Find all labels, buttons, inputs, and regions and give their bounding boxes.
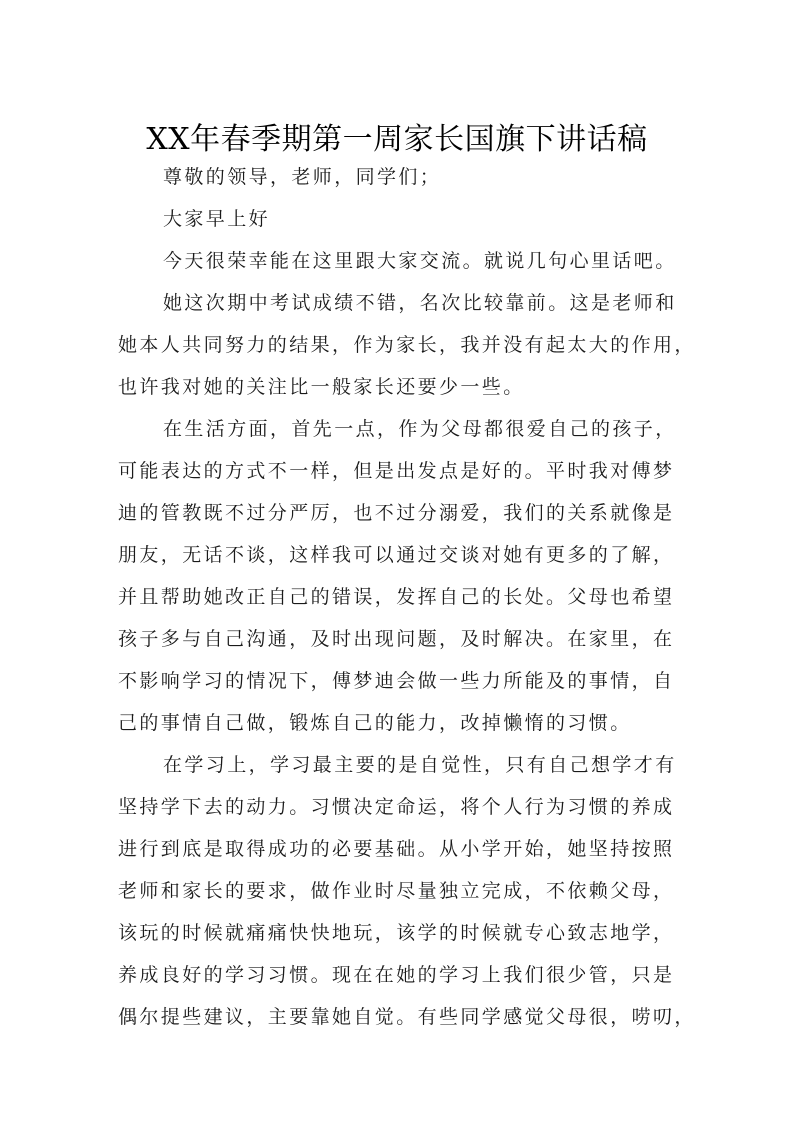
text-line: 偶尔提些建议，主要靠她自觉。有些同学感觉父母很，唠叨， [118,1006,696,1028]
text-line: 朋友，无话不谈，这样我可以通过交谈对她有更多的了解， [118,544,675,566]
document-title: XX年春季期第一周家长国旗下讲话稿 [146,122,648,158]
text-line: 她这次期中考试成绩不错，名次比较靠前。这是老师和 [163,292,677,314]
text-line: 养成良好的学习习惯。现在在她的学习上我们很少管，只是 [118,964,675,986]
text-line: 尊敬的领导，老师，同学们； [163,166,442,188]
text-line: 可能表达的方式不一样，但是出发点是好的。平时我对傅梦 [118,460,675,482]
text-line: 迪的管教既不过分严厉，也不过分溺爱，我们的关系就像是 [118,502,675,524]
text-line: 也许我对她的关注比一般家长还要少一些。 [118,376,525,398]
text-line: 在学习上，学习最主要的是自觉性，只有自己想学才有 [163,754,677,776]
text-line: 己的事情自己做，锻炼自己的能力，改掉懒惰的习惯。 [118,712,632,734]
text-line: 大家早上好 [163,208,271,230]
text-line: 她本人共同努力的结果，作为家长，我并没有起太大的作用， [118,334,696,356]
text-line: 并且帮助她改正自己的错误，发挥自己的长处。父母也希望 [118,586,675,608]
text-line: 孩子多与自己沟通，及时出现问题，及时解决。在家里，在 [118,628,675,650]
text-line: 进行到底是取得成功的必要基础。从小学开始，她坚持按照 [118,838,675,860]
document-body [118,156,698,1038]
text-line: 老师和家长的要求，做作业时尽量独立完成，不依赖父母， [118,880,675,902]
text-line: 不影响学习的情况下，傅梦迪会做一些力所能及的事情，自 [118,670,675,692]
text-line: 该玩的时候就痛痛快快地玩，该学的时候就专心致志地学， [118,922,675,944]
text-line: 坚持学下去的动力。习惯决定命运，将个人行为习惯的养成 [118,796,675,818]
text-line: 在生活方面，首先一点，作为父母都很爱自己的孩子， [163,418,677,440]
text-line: 今天很荣幸能在这里跟大家交流。就说几句心里话吧。 [163,250,677,272]
